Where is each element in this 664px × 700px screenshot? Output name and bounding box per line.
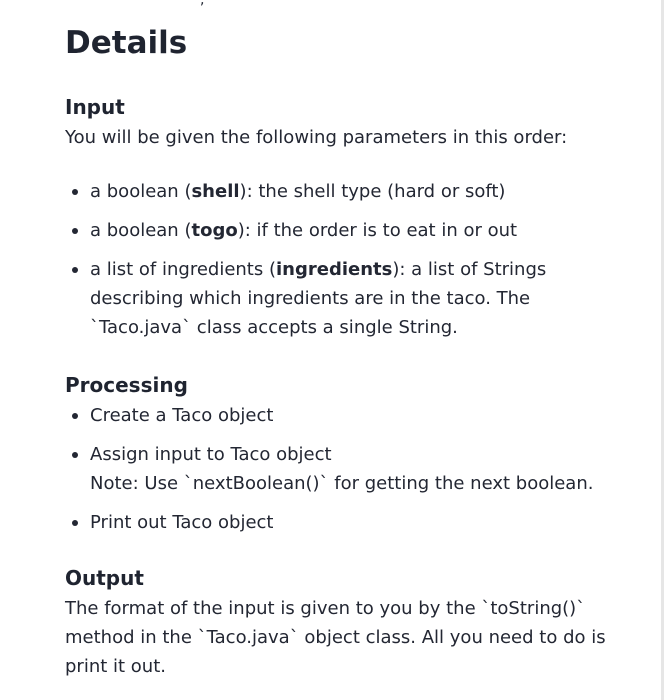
list-item-text-pre: a boolean ( xyxy=(90,181,192,202)
list-item xyxy=(65,401,625,430)
output-line: The format of the input is given to you by the `toString()` xyxy=(65,598,586,619)
output-line: method in the `Taco.java` object class. All you need to do is xyxy=(65,627,606,648)
list-item-continuation: describing which ingredients are in the taco. The xyxy=(90,288,531,309)
list-item-text-post: ): the shell type (hard or soft) xyxy=(239,181,506,202)
list-item-text-post: ): if the order is to eat in or out xyxy=(237,220,518,241)
list-item xyxy=(65,216,625,245)
list-item xyxy=(65,508,625,537)
input-intro: You will be given the following parameters in this order: xyxy=(65,127,568,148)
param-name: shell xyxy=(191,181,240,202)
clipped-text-fragment: , xyxy=(200,0,205,8)
input-parameter-list xyxy=(65,177,625,342)
processing-step-list xyxy=(65,401,625,537)
processing-section xyxy=(65,371,625,537)
list-item-text-pre: a boolean ( xyxy=(90,220,192,241)
param-name: togo xyxy=(191,220,238,241)
input-section xyxy=(65,93,625,342)
page-title: Details xyxy=(65,25,188,61)
output-section xyxy=(65,564,625,681)
input-heading: Input xyxy=(65,95,125,119)
list-item-note: Note: Use `nextBoolean()` for getting the next boolean. xyxy=(90,473,594,494)
list-item-text-post: ): a list of Strings xyxy=(392,259,547,280)
param-name: ingredients xyxy=(276,259,393,280)
list-item-text: Create a Taco object xyxy=(90,405,274,426)
list-item-text: Assign input to Taco object xyxy=(90,444,332,465)
list-item-text: Print out Taco object xyxy=(90,512,274,533)
list-item-text-pre: a list of ingredients ( xyxy=(90,259,276,280)
processing-heading: Processing xyxy=(65,373,188,397)
output-line: print it out. xyxy=(65,656,166,677)
list-item xyxy=(65,255,625,342)
list-item xyxy=(65,177,625,206)
list-item-continuation: `Taco.java` class accepts a single String. xyxy=(90,317,458,338)
output-heading: Output xyxy=(65,566,144,590)
list-item xyxy=(65,440,625,498)
